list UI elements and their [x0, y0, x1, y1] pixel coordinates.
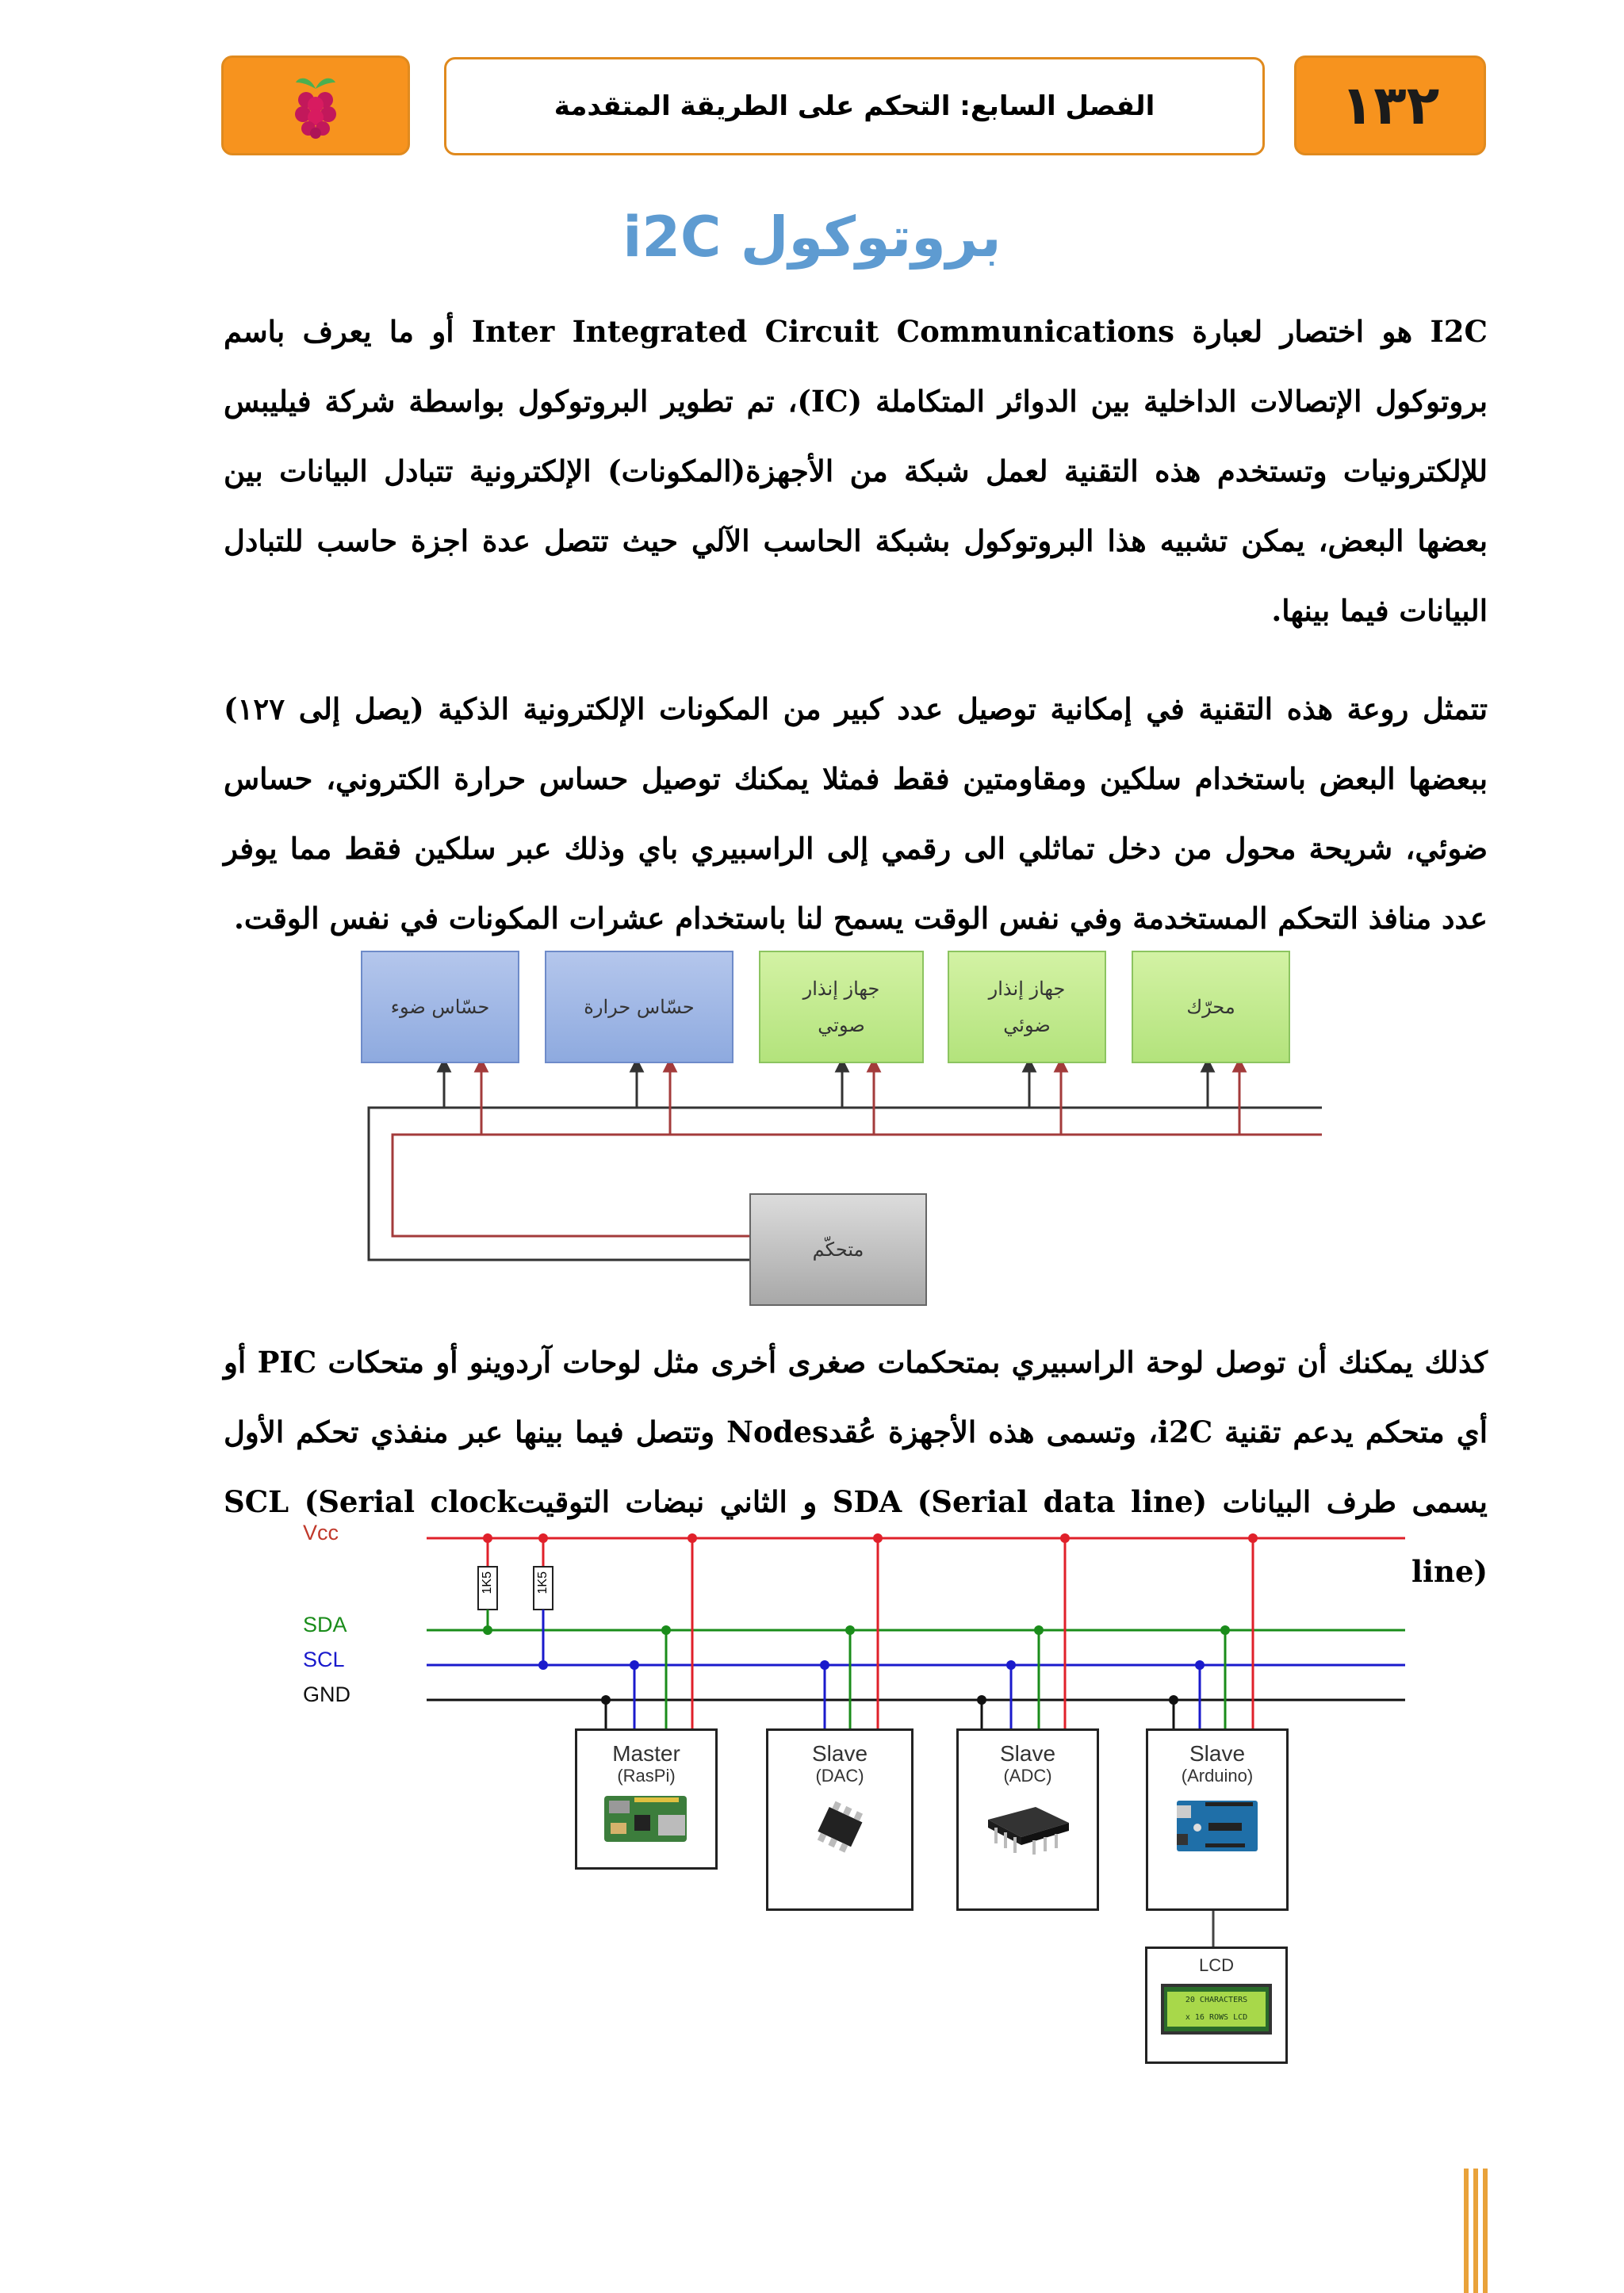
node-slave-adc — [956, 1728, 1099, 1911]
node-title: Slave — [1189, 1741, 1246, 1766]
node-subtitle: (ADC) — [1003, 1766, 1052, 1786]
raspberry-pi-logo-icon — [288, 71, 343, 140]
section-title: بروتوكول i2C — [622, 205, 1002, 270]
sda-label: SDA — [303, 1613, 347, 1636]
device-sound-alarm — [759, 951, 924, 1063]
lcd-title: LCD — [1198, 1955, 1234, 1975]
lcd-box — [1145, 1947, 1288, 2064]
controller-label: متحكّم — [812, 1238, 864, 1261]
paragraph-nodes: كذلك يمكنك أن توصل لوحة الراسبيري بمتحكمات صغرى أخرى مثل لوحات آردوينو أو متحكات PIC أو أي متحكم يدعم تقنية i2C، وتسمى هذه الأجهزة عُقدNodes وتتصل فيما بينها عبر منفذي تحكم الأول يسمى طرف البيانات SDA (Serial data line) و الثاني نبضات التوقيتSCL (Serial clock line) — [224, 1345, 1488, 1589]
logo-box — [221, 56, 410, 155]
controller-box — [749, 1193, 927, 1306]
decorative-bar — [1483, 2169, 1488, 2293]
device-label: جهاز إنذار ضوئي — [988, 978, 1066, 1036]
lcd-line: x 16 ROWS LCD — [1185, 2013, 1248, 2022]
lcd-line: 20 CHARACTERS — [1185, 1996, 1248, 2004]
scl-label: SCL — [303, 1648, 345, 1671]
node-title: Slave — [999, 1741, 1056, 1766]
paragraph-intro: I2C هو اختصار لعبارة Inter Integrated Circuit Communications أو ما يعرف باسم بروتوكول الإتصالات الداخلية بين الدوائر المتكاملة (IC)، تم تطوير البروتوكول بواسطة شركة فيليبس للإلكترونيات وتستخدم هذه التقنية لعمل شبكة من الأجهزة(المكونات) الإلكترونية تتبادل البيانات بين بعضها البعض، يمكن تشبيه هذا البروتوكول بشبكة الحاسب الآلي حيث تتصل عدة اجزة حاسب للتبادل البيانات فيما بينها. — [224, 314, 1488, 628]
device-label: جهاز إنذار صوتي — [802, 978, 880, 1036]
node-subtitle: (RasPi) — [617, 1766, 676, 1786]
gnd-label: GND — [303, 1682, 350, 1706]
device-label: محرّك — [1186, 996, 1235, 1018]
page-number: ١٣٢ — [1294, 56, 1486, 155]
adc-chip-icon — [980, 1796, 1075, 1859]
dac-chip-icon — [804, 1796, 875, 1859]
device-light-alarm — [948, 951, 1106, 1063]
raspberry-pi-board-icon — [603, 1791, 690, 1847]
node-slave-arduino — [1146, 1728, 1289, 1911]
resistor-label: 1K5 — [481, 1571, 494, 1594]
device-light-sensor — [361, 951, 519, 1063]
device-temperature-sensor — [545, 951, 733, 1063]
paragraph-benefits: تتمثل روعة هذه التقنية في إمكانية توصيل عدد كبير من المكونات الإلكترونية الذكية (يصل إلى ١٢٧) ببعضها البعض باستخدام سلكين ومقاومتين فقط فمثلا يمكنك توصيل حساس حرارة الكتروني، حساس ضوئي، شريحة محول من دخل تماثلي الى رقمي إلى الراسبيري باي وذلك عبر سلكين فقط مما يوفر عدد منافذ التحكم المستخدمة وفي نفس الوقت يسمح لنا باستخدام عشرات المكونات في نفس الوقت. — [224, 691, 1488, 936]
chapter-title: الفصل السابع: التحكم على الطريقة المتقدمة — [444, 57, 1265, 155]
node-title: Slave — [811, 1741, 868, 1766]
decorative-bar — [1473, 2169, 1478, 2293]
i2c-wiring-diagram — [293, 1514, 1419, 2069]
node-subtitle: (Arduino) — [1181, 1766, 1254, 1786]
resistor-label: 1K5 — [536, 1571, 550, 1594]
vcc-label: Vcc — [303, 1521, 339, 1545]
node-slave-dac — [766, 1728, 914, 1911]
node-title: Master — [612, 1741, 680, 1766]
bus-diagram — [361, 947, 1328, 1312]
device-motor — [1132, 951, 1290, 1063]
arduino-board-icon — [1174, 1796, 1261, 1856]
device-label: حسّاس ضوء — [390, 996, 490, 1018]
node-master — [575, 1728, 718, 1870]
lcd-screen — [1161, 1984, 1272, 2035]
device-label: حسّاس حرارة — [584, 996, 695, 1018]
decorative-bar — [1464, 2169, 1469, 2293]
node-subtitle: (DAC) — [815, 1766, 864, 1786]
